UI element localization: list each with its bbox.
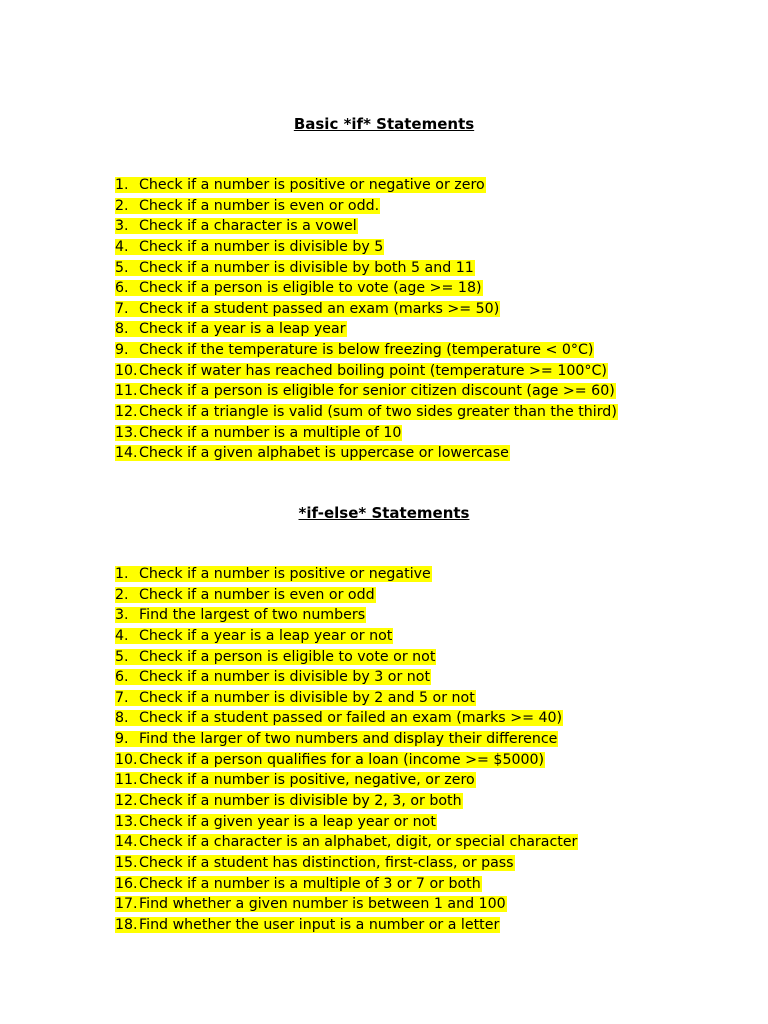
list-item-number: 10. bbox=[115, 362, 138, 379]
list-item bbox=[115, 626, 578, 647]
list-item-text: Check if a person is eligible to vote or not bbox=[139, 648, 436, 665]
list-item-text: Check if a given alphabet is uppercase or lowercase bbox=[139, 445, 509, 462]
list-item-text: Check if a number is positive or negative bbox=[139, 566, 431, 582]
list-item-number: 17. bbox=[115, 896, 138, 913]
list-item bbox=[115, 812, 578, 833]
list-item-number: 10. bbox=[115, 751, 138, 768]
list-item-number: 11. bbox=[115, 772, 138, 789]
list-item-number: 6. bbox=[115, 280, 129, 297]
list-item-number: 4. bbox=[115, 627, 129, 644]
list-item bbox=[115, 196, 618, 217]
list-item-number: 5. bbox=[115, 259, 129, 276]
list-item-text: Check if a number is a multiple of 10 bbox=[139, 424, 402, 441]
list-item-text: Check if a character is a vowel bbox=[139, 218, 357, 235]
list-item-number: 7. bbox=[115, 689, 129, 706]
list-item-number: 18. bbox=[115, 916, 138, 933]
list-item-text: Check if a number is divisible by 2, 3, or both bbox=[139, 793, 462, 810]
list-item-text: Check if a character is an alphabet, digit, or special character bbox=[139, 834, 578, 851]
list-item bbox=[115, 853, 578, 874]
list-item bbox=[115, 750, 578, 771]
list-item-text: Check if the temperature is below freezing (temperature < 0°C) bbox=[139, 342, 594, 359]
list-item bbox=[115, 564, 578, 585]
list-item bbox=[115, 770, 578, 791]
list-item bbox=[115, 443, 618, 464]
list-item bbox=[115, 729, 578, 750]
list-item-text: Check if a number is divisible by 3 or not bbox=[139, 669, 431, 686]
list-item-text: Check if a person is eligible to vote (age >= 18) bbox=[139, 280, 482, 297]
list-item-number: 13. bbox=[115, 424, 138, 441]
list-item-text: Check if a triangle is valid (sum of two sides greater than the third) bbox=[139, 404, 617, 421]
list-item-text: Find the larger of two numbers and display their difference bbox=[139, 731, 558, 748]
list-item-number: 3. bbox=[115, 218, 129, 235]
section2-list bbox=[115, 564, 578, 936]
list-item-number: 9. bbox=[115, 342, 129, 359]
list-item-text: Check if a student passed an exam (marks >= 50) bbox=[139, 300, 500, 317]
list-item-number: 14. bbox=[115, 834, 138, 851]
section1-heading: Basic *if* Statements bbox=[293, 115, 475, 133]
list-item-text: Check if a number is divisible by 2 and 5 or not bbox=[139, 689, 475, 706]
list-item bbox=[115, 915, 578, 936]
list-item-number: 4. bbox=[115, 238, 129, 255]
list-item-number: 6. bbox=[115, 669, 129, 686]
list-item bbox=[115, 605, 578, 626]
list-item-text: Check if a student passed or failed an exam (marks >= 40) bbox=[139, 710, 563, 727]
list-item bbox=[115, 216, 618, 237]
list-item-number: 1. bbox=[115, 566, 129, 582]
list-item-text: Check if a student has distinction, first-class, or pass bbox=[139, 854, 514, 871]
list-item-text: Check if a number is divisible by both 5 and 11 bbox=[139, 259, 474, 276]
list-item bbox=[115, 278, 618, 299]
list-item bbox=[115, 340, 618, 361]
section2-heading: *if-else* Statements bbox=[298, 504, 470, 522]
list-item-number: 3. bbox=[115, 607, 129, 624]
list-item bbox=[115, 258, 618, 279]
list-item-number: 15. bbox=[115, 854, 138, 871]
list-item-text: Check if a number is even or odd. bbox=[139, 197, 380, 214]
list-item-text: Check if a number is divisible by 5 bbox=[139, 238, 384, 255]
list-item-number: 9. bbox=[115, 731, 129, 748]
list-item bbox=[115, 237, 618, 258]
list-item bbox=[115, 667, 578, 688]
list-item-text: Check if a number is positive or negative or zero bbox=[139, 177, 485, 193]
list-item bbox=[115, 874, 578, 895]
list-item-number: 14. bbox=[115, 445, 138, 462]
list-item bbox=[115, 381, 618, 402]
list-item bbox=[115, 791, 578, 812]
list-item-number: 16. bbox=[115, 875, 138, 892]
list-item-text: Find the largest of two numbers bbox=[139, 607, 366, 624]
list-item-text: Check if a number is positive, negative, or zero bbox=[139, 772, 475, 789]
list-item-number: 13. bbox=[115, 813, 138, 830]
list-item-text: Check if a person is eligible for senior citizen discount (age >= 60) bbox=[139, 383, 615, 400]
list-item bbox=[115, 423, 618, 444]
list-item-number: 8. bbox=[115, 710, 129, 727]
list-item-text: Check if a number is even or odd bbox=[139, 586, 375, 603]
list-item-number: 1. bbox=[115, 177, 129, 193]
list-item bbox=[115, 585, 578, 606]
list-item-text: Check if a given year is a leap year or not bbox=[139, 813, 436, 830]
list-item bbox=[115, 402, 618, 423]
list-item-text: Check if a year is a leap year or not bbox=[139, 627, 393, 644]
list-item-text: Find whether the user input is a number or a letter bbox=[139, 916, 500, 933]
list-item-number: 2. bbox=[115, 586, 129, 603]
list-item bbox=[115, 832, 578, 853]
list-item-number: 12. bbox=[115, 793, 138, 810]
list-item bbox=[115, 894, 578, 915]
list-item-number: 2. bbox=[115, 197, 129, 214]
list-item-text: Check if a person qualifies for a loan (income >= $5000) bbox=[139, 751, 545, 768]
list-item-text: Check if a year is a leap year bbox=[139, 321, 346, 338]
list-item bbox=[115, 175, 618, 196]
list-item-text: Find whether a given number is between 1 and 100 bbox=[139, 896, 506, 913]
list-item bbox=[115, 299, 618, 320]
list-item bbox=[115, 361, 618, 382]
list-item bbox=[115, 319, 618, 340]
list-item-number: 11. bbox=[115, 383, 138, 400]
list-item-text: Check if a number is a multiple of 3 or 7 or both bbox=[139, 875, 481, 892]
list-item-number: 8. bbox=[115, 321, 129, 338]
list-item-number: 7. bbox=[115, 300, 129, 317]
list-item bbox=[115, 688, 578, 709]
list-item-number: 12. bbox=[115, 404, 138, 421]
list-item bbox=[115, 708, 578, 729]
list-item-number: 5. bbox=[115, 648, 129, 665]
section1-list bbox=[115, 175, 618, 464]
list-item-text: Check if water has reached boiling point (temperature >= 100°C) bbox=[139, 362, 607, 379]
list-item bbox=[115, 647, 578, 668]
